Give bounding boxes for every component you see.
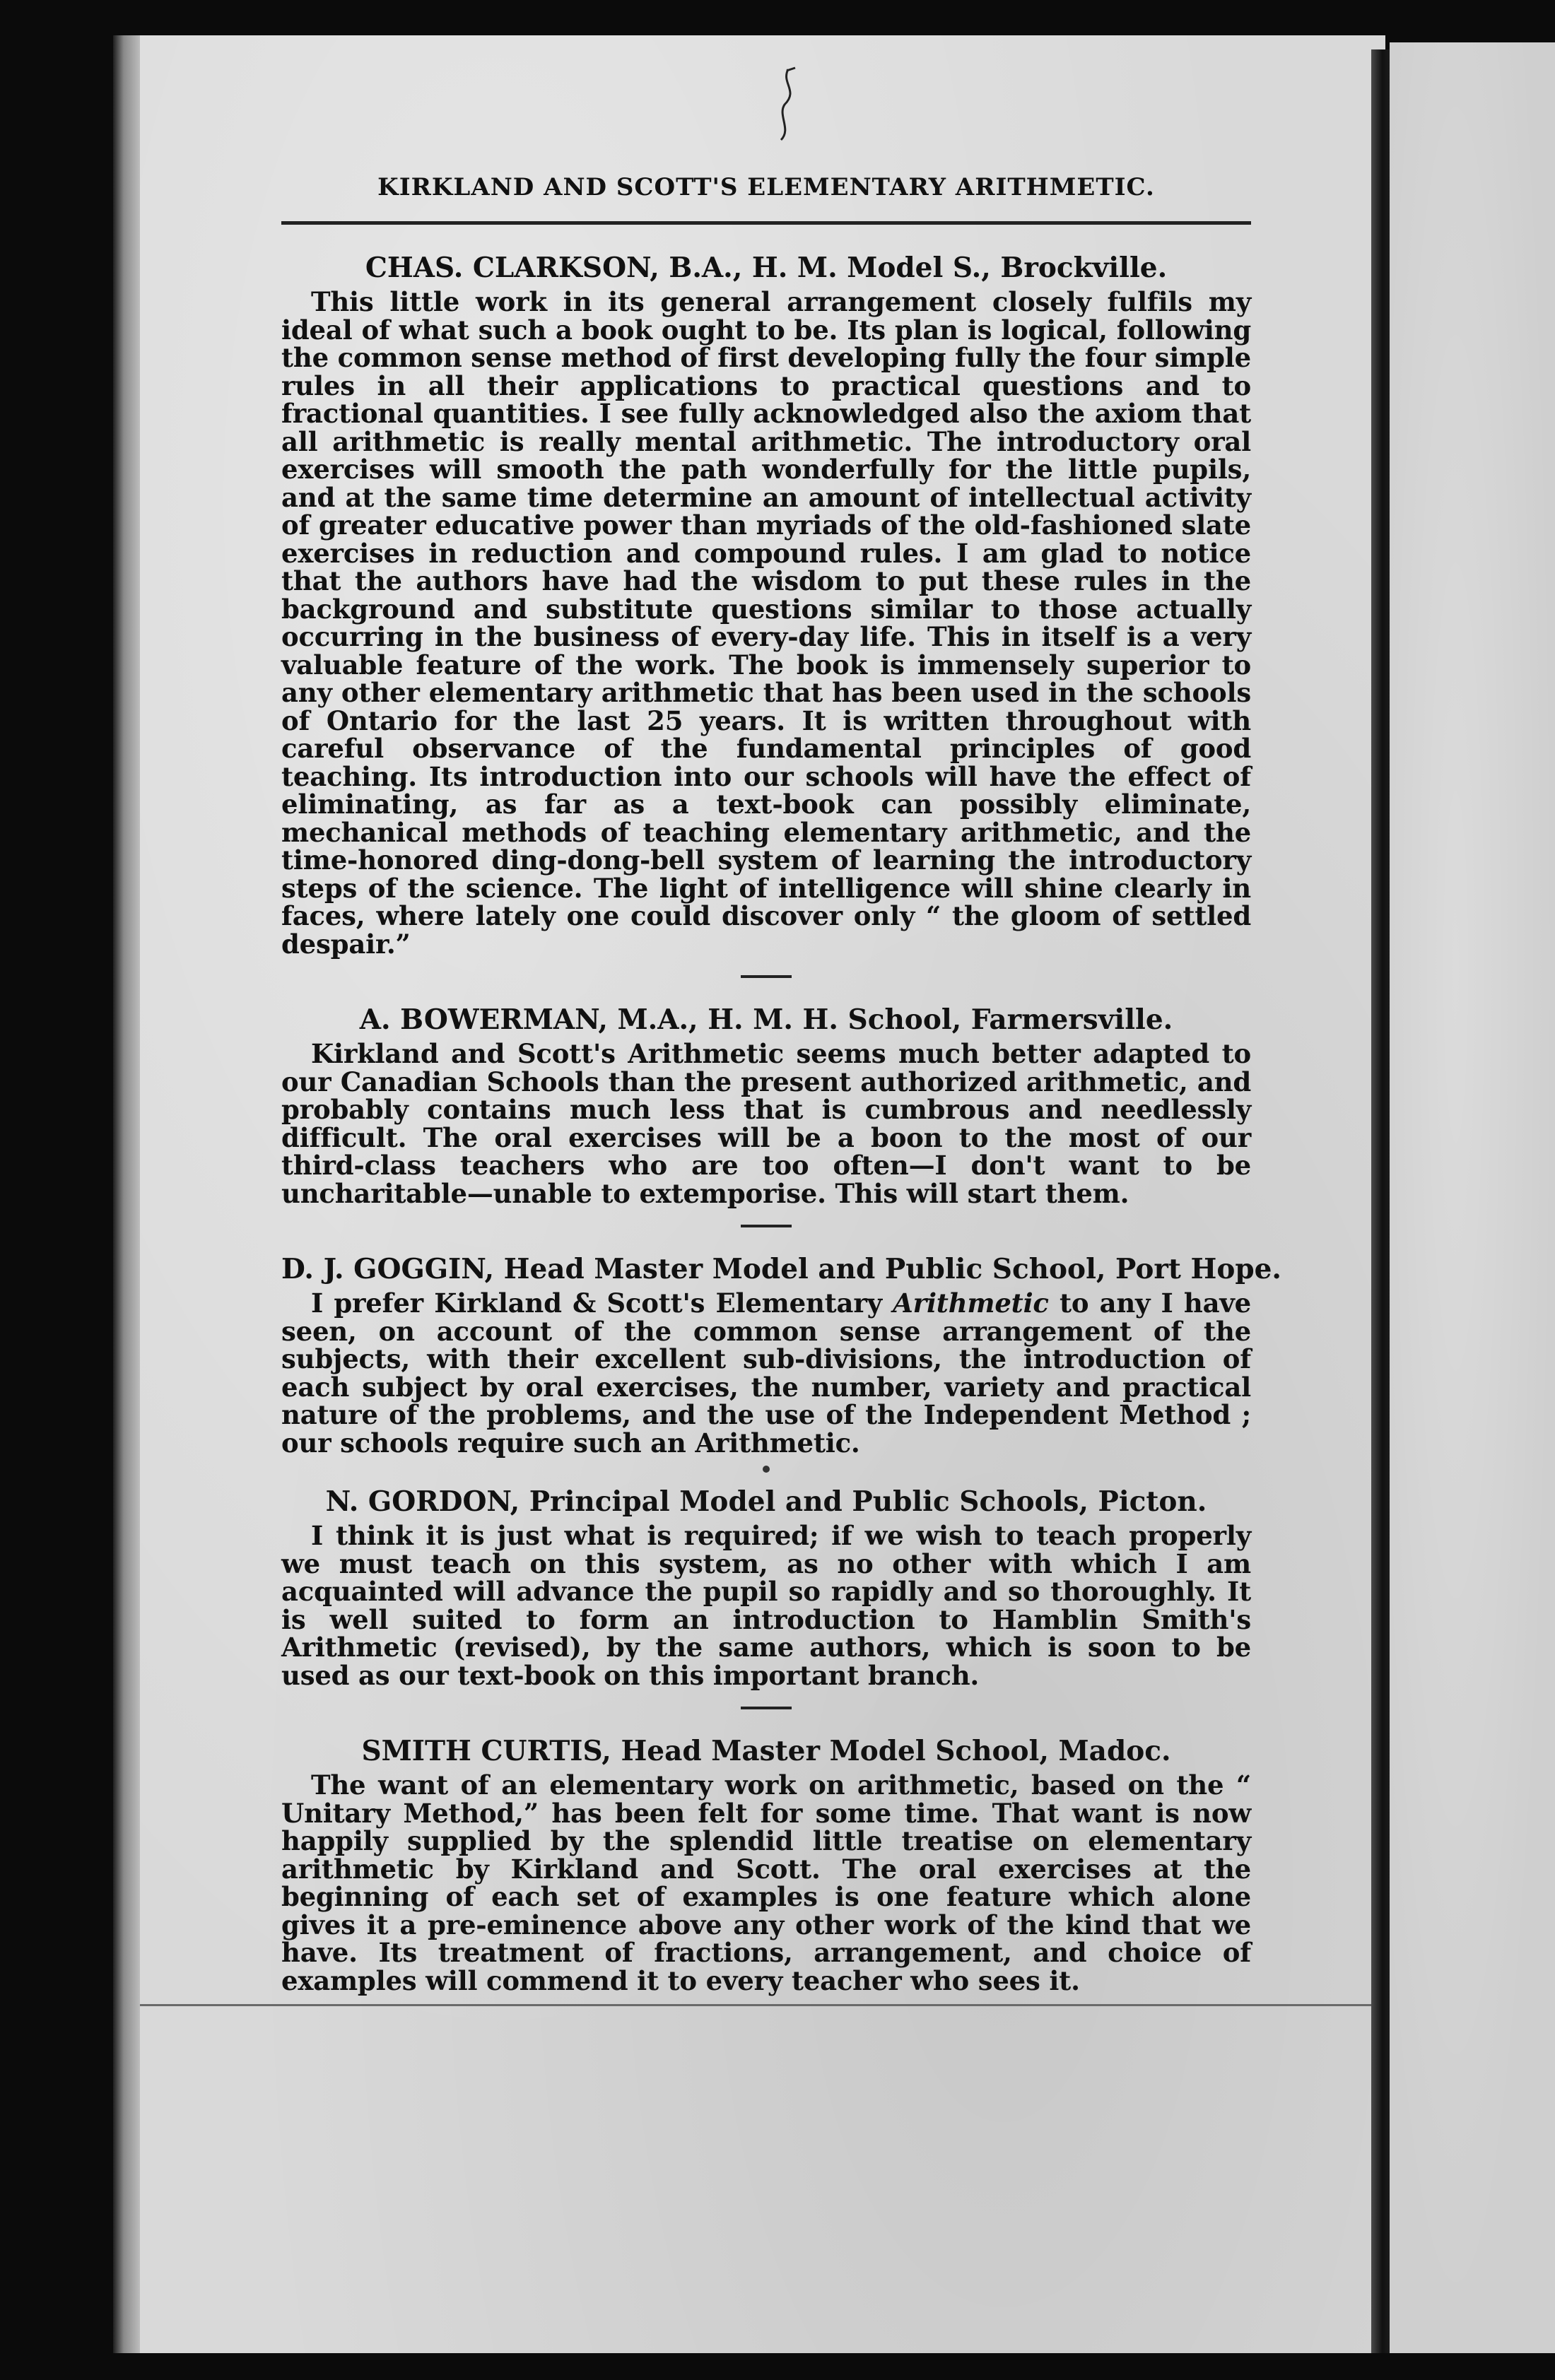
testimonial-text-part: I prefer Kirkland & Scott's Elementary — [311, 1288, 893, 1319]
testimonial-text: This little work in its general arrangement closely fulfils my ideal of what such a book ought to be. Its plan is logical, following the common sense method of first developing fully the four simple rules in all their applications to practical questions and to fractional quantities. I see fully acknowledged also the axiom that all arithmetic is really mental arithmetic. The introductory oral exercises will smooth the path wonderfully for the little pupils, and at the same time determine an amount of intellectual activity of greater educative power than myriads of the old-fashioned slate exercises in reduction and compound rules. I am glad to notice that the authors have had the wisdom to put these rules in the background and substitute questions similar to those actually occurring in the business of every-day life. This in itself is a very valuable feature of the work. The book is immensely superior to any other elementary arithmetic that has been used in the schools of Ontario for the last 25 years. It is written throughout with careful observance of the fundamental principles of good teaching. Its introduction into our schools will have the effect of eliminating, as far as a text-book can possibly eliminate, mechanical methods of teaching elementary arithmetic, and the time-honored ding-dong-bell system of learning the introductory steps of the science. The light of intelligence will shine clearly in faces, where lately one could discover only “ the gloom of settled despair.” — [281, 286, 1251, 960]
testimonial-author: CHAS. CLARKSON, B.A., H. M. Model S., Brockville. — [365, 252, 1168, 284]
testimonial-author: D. J. GOGGIN, Head Master Model and Public School, Port Hope. — [281, 1253, 1281, 1285]
testimonial — [281, 1485, 1251, 1690]
separator — [741, 975, 792, 978]
gutter-shadow — [1371, 49, 1390, 2353]
testimonial-text — [281, 1290, 1251, 1457]
separator-dot — [763, 1466, 770, 1473]
testimonial-text: Kirkland and Scott's Arithmetic seems much better adapted to our Canadian Schools than the present authorized arithmetic, and probably contains much less that is cumbrous and needlessly difficult. The oral exercises will be a boon to the most of our third-class teachers who are too often—I don't want to be uncharitable—unable to extemporise. This will start them. — [281, 1038, 1251, 1209]
testimonial-text: The want of an elementary work on arithmetic, based on the “ Unitary Method,” has been felt for some time. That want is now happily supplied by the splendid little treatise on elementary arithmetic by Kirkland and Scott. The oral exercises at the beginning of each set of examples is one feature which alone gives it a pre-eminence above any other work of the kind that we have. Its treatment of fractions, arrangement, and choice of examples will commend it to every teacher who sees it. — [281, 1769, 1251, 1996]
testimonial — [281, 1253, 1281, 1459]
testimonial — [281, 1735, 1251, 1995]
testimonial-text-italic: Arithmetic — [893, 1288, 1049, 1319]
testimonial-text-part: to any I have seen, on account of the common sense arrangement of the subjects, with their excellent sub-divisions, the introduction of each subject by oral exercises, the number, variety and practical nature of the problems, and the use of the Independent Method ; our schools require such an Arithmetic. — [281, 1288, 1252, 1459]
separator — [741, 1707, 792, 1709]
page-left-edge — [113, 35, 140, 2353]
testimonial — [281, 1003, 1251, 1208]
testimonial-text: I think it is just what is required; if we wish to teach properly we must teach on this system, as no other with which I am acquainted will advance the pupil so rapidly and so thoroughly. It is well suited to form an introduction to Hamblin Smith's Arithmetic (revised), by the same authors, which is soon to be used as our text-book on this important branch. — [281, 1520, 1251, 1691]
testimonial-author: SMITH CURTIS, Head Master Model School, Madoc. — [361, 1735, 1171, 1767]
testimonial-author: A. BOWERMAN, M.A., H. M. H. School, Farmersville. — [359, 1003, 1173, 1036]
running-head: KIRKLAND AND SCOTT'S ELEMENTARY ARITHMETIC. — [281, 173, 1251, 225]
bottom-rule — [140, 2004, 1371, 2006]
adjacent-page-edge — [1390, 42, 1555, 2353]
testimonial — [281, 252, 1251, 958]
separator — [741, 1225, 792, 1227]
page-content — [281, 173, 1281, 1996]
testimonial-author: N. GORDON, Principal Model and Public Schools, Picton. — [325, 1485, 1207, 1518]
handwritten-mark — [760, 62, 816, 147]
